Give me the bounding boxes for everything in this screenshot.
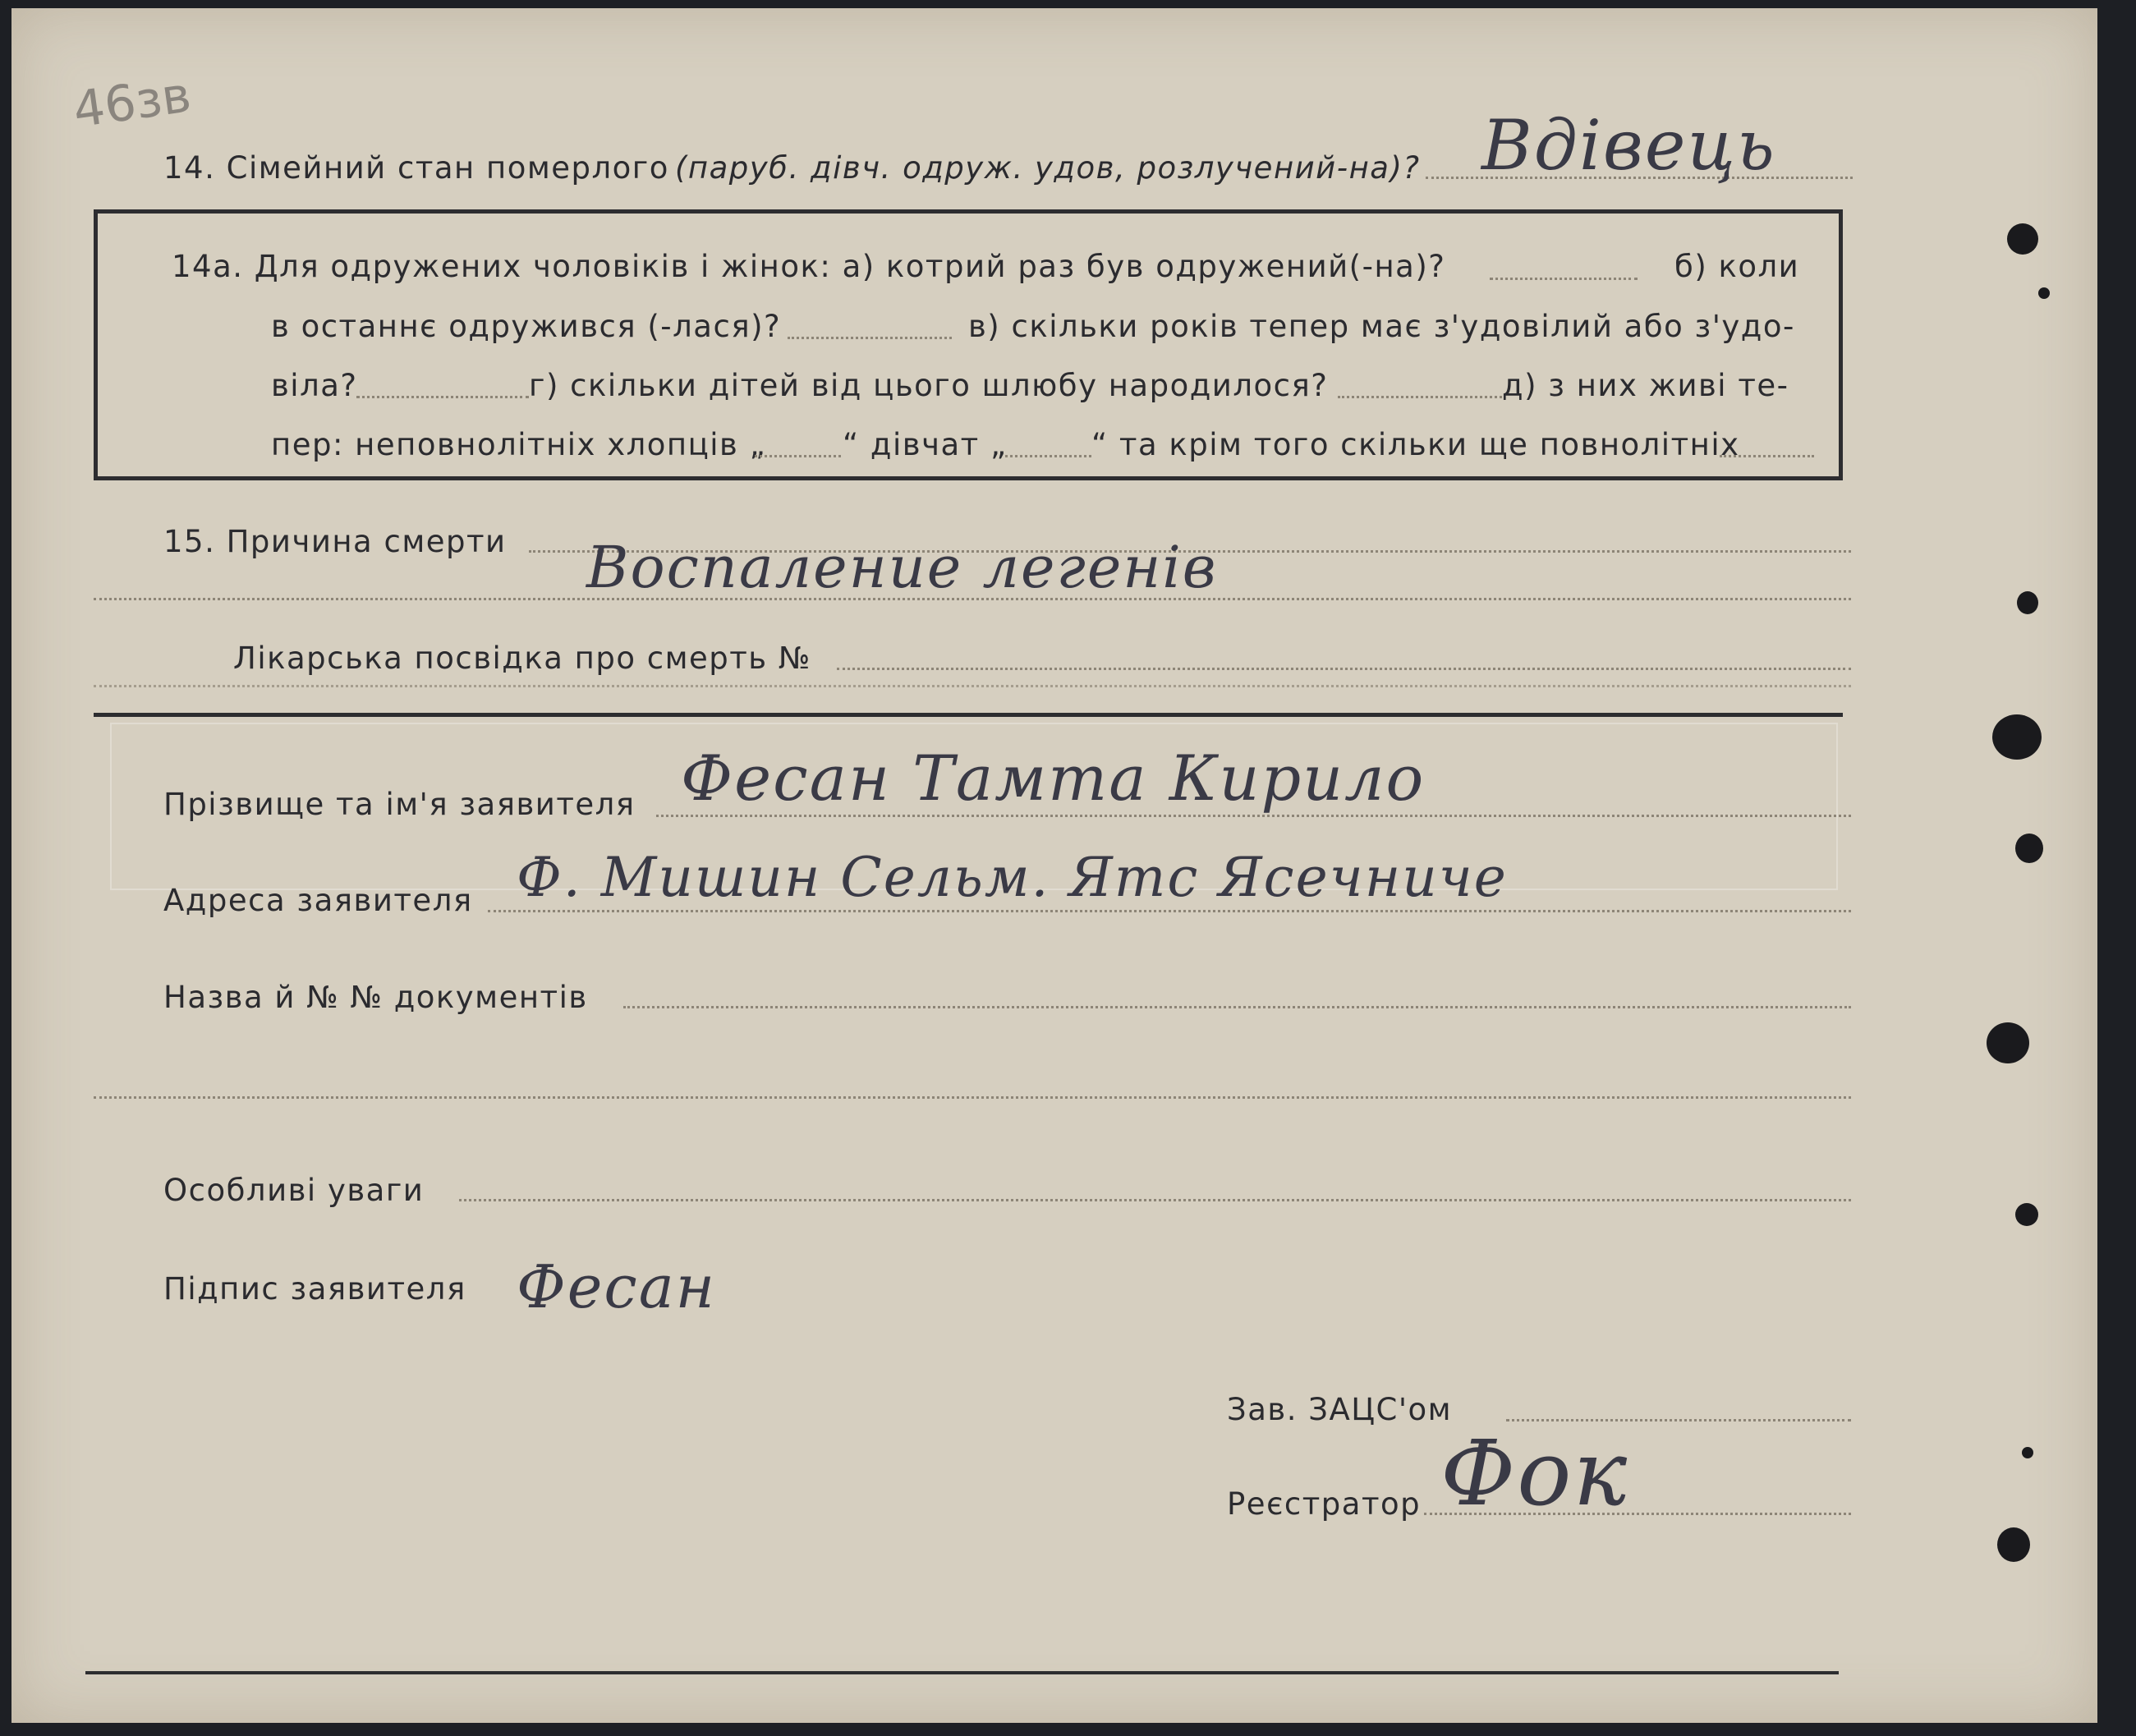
item14a-line4-a: пер: неповнолітніх хлопців „ <box>271 427 767 462</box>
binding-hole <box>2015 834 2043 863</box>
item14-answer: Вдівець <box>1481 105 1776 186</box>
medical-certificate-label: Лікарська посвідка про смерть № <box>233 641 811 676</box>
binding-hole <box>1987 1022 2029 1063</box>
applicant-signature: Фесан <box>517 1252 717 1321</box>
binding-hole <box>2022 1447 2033 1458</box>
item14a-line4-b: “ дівчат „ <box>843 427 1008 462</box>
applicant-address: Ф. Мишин Сельм. Ятс Ясечниче <box>517 846 1508 909</box>
item14a-line4-c: “ та крім того скільки ще повнолітніх <box>1091 427 1740 462</box>
remarks-line <box>459 1199 1851 1201</box>
item14a-line1-blank <box>1490 278 1638 280</box>
registry-head-label: Зав. ЗАЦС'ом <box>1227 1392 1453 1427</box>
applicant-name-label: Прізвище та ім'я заявителя <box>163 787 636 822</box>
binding-hole <box>1992 714 2042 760</box>
bottom-rule <box>85 1671 1839 1674</box>
item14-label: 14. Сімейний стан померлого <box>163 150 669 186</box>
remarks-label: Особливі уваги <box>163 1173 425 1208</box>
item14a-line3-blank-b <box>1338 396 1502 398</box>
registrar-signature: Фок <box>1440 1421 1629 1526</box>
binding-hole <box>2007 223 2038 255</box>
archive-folio-mark: 46зв <box>69 66 195 140</box>
item14a-line2: в останнє одружився (-лася)? <box>271 309 782 344</box>
applicant-signature-label: Підпис заявителя <box>163 1271 466 1307</box>
item14a-line3-a: віла? <box>271 368 358 403</box>
item14a-line4-blank-b <box>1005 455 1091 457</box>
applicant-address-line <box>488 910 1851 912</box>
medical-certificate-line-2 <box>94 685 1851 687</box>
item14a-line4-blank-c <box>1720 455 1814 457</box>
binding-hole <box>1997 1527 2030 1562</box>
item14a-line3-c: д) з них живі те- <box>1502 368 1789 403</box>
item14a-line4-blank-a <box>755 455 841 457</box>
item14a-line2-end: в) скільки років тепер має з'удовілий або з'удо- <box>968 309 1795 344</box>
item14a-line3-blank-a <box>356 396 529 398</box>
applicant-address-label: Адреса заявителя <box>163 883 473 918</box>
registrar-label: Реєстратор <box>1227 1486 1422 1522</box>
item14a-line3-b: г) скільки дітей від цього шлюбу народилося? <box>529 368 1329 403</box>
item15-answer: Воспаление легенів <box>586 534 1218 601</box>
binding-hole <box>2017 591 2038 614</box>
form-sheet <box>11 8 2097 1723</box>
item14a-line1-end: б) коли <box>1674 249 1800 284</box>
binding-hole <box>2038 287 2050 299</box>
applicant-documents-label: Назва й № № документів <box>163 980 588 1015</box>
applicant-documents-line <box>623 1006 1851 1008</box>
applicant-documents-line-2 <box>94 1096 1851 1099</box>
binding-hole <box>2015 1203 2038 1226</box>
applicant-name-line <box>656 815 1851 817</box>
section-divider <box>94 713 1843 717</box>
item14a-line1: 14а. Для одружених чоловіків і жінок: а) котрий раз був одружений(-на)? <box>172 249 1446 284</box>
item15-label: 15. Причина смерти <box>163 524 507 559</box>
item14-options: (паруб. дівч. одруж. удов, розлучений-на)? <box>675 150 1421 186</box>
applicant-name: Фесан Тамта Кирило <box>681 742 1426 815</box>
item14a-line2-blank <box>788 337 952 339</box>
medical-certificate-line <box>837 668 1851 670</box>
